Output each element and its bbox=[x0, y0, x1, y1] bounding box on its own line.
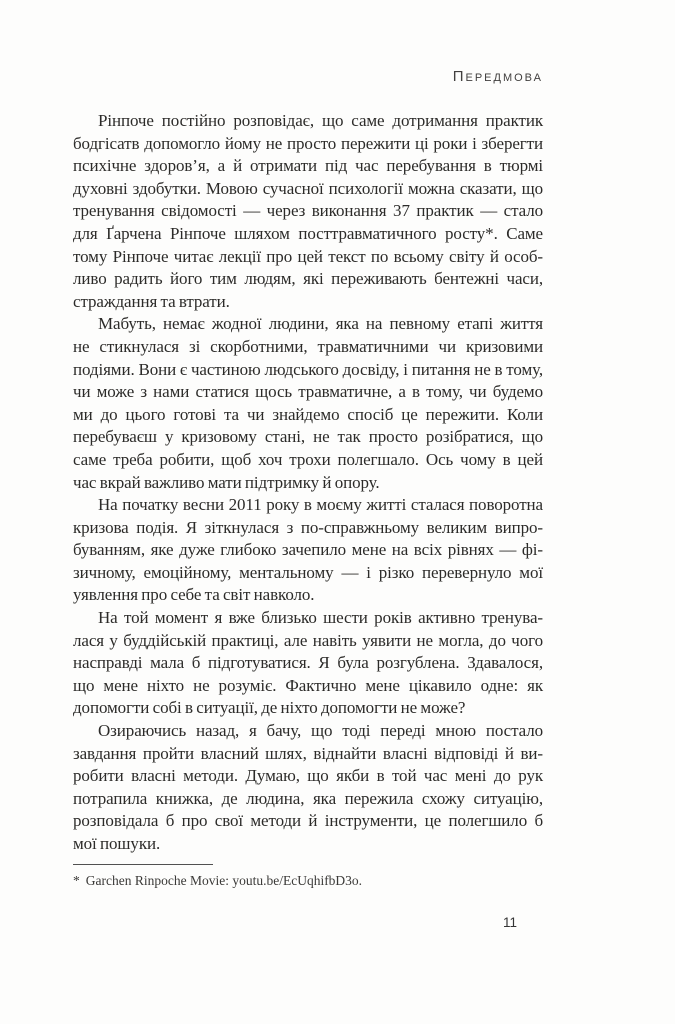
footnote-text: Garchen Rinpoche Movie: youtu.be/EcUqhifbD3o. bbox=[85, 873, 363, 888]
paragraph bbox=[73, 494, 543, 607]
footnote-rule bbox=[73, 864, 213, 865]
text-line: духовні здобутки. Мовою сучасної психології можна сказати, що bbox=[73, 178, 543, 198]
text-line: насправді мала б підготуватися. Я була розгублена. Здавалося, bbox=[73, 653, 543, 673]
footnote-line bbox=[73, 872, 543, 889]
text-line: страждання та втрати. bbox=[73, 291, 230, 311]
text-line: Рінпоче постійно розповідає, що саме дотримання практик bbox=[98, 111, 543, 130]
paragraph bbox=[73, 607, 543, 720]
text-line: Озираючись назад, я бачу, що тоді переді мною постало bbox=[98, 721, 543, 741]
text-line: психічне здоров’я, а й отримати під час перебування в тюрмі bbox=[73, 156, 543, 176]
text-line: кризова подія. Я зіткнулася з по-справжньому великим випро- bbox=[73, 517, 543, 537]
text-line: буванням, яке дуже глибоко зачепило мене на всіх рівнях — фі- bbox=[73, 540, 543, 560]
text-line: ливо радить його тим людям, які переживають бентежні часи, bbox=[73, 269, 543, 289]
text-line: На початку весни 2011 року в моєму житті сталася поворотна bbox=[98, 495, 543, 515]
footnote-marker: * bbox=[73, 873, 80, 888]
text-line: зичному, емоційному, ментальному — і різко перевернуло мої bbox=[73, 562, 543, 582]
paragraph bbox=[73, 720, 543, 856]
text-line: чи може з нами статися щось травматичне, а в тому, чи будемо bbox=[73, 382, 543, 402]
text-line: що мене ніхто не розуміє. Фактично мене цікавило одне: як bbox=[73, 675, 543, 695]
text-line: На той момент я вже близько шести років активно тренува- bbox=[98, 608, 543, 628]
paragraph bbox=[73, 313, 543, 494]
text-line: не стикнулася зі скорботними, травматичними чи кризовими bbox=[73, 336, 543, 356]
text-line: завдання пройти власний шлях, віднайти власні відповіді й ви- bbox=[73, 743, 543, 763]
text-line: тому Рінпоче читає лекції про цей текст по всьому світу й особ- bbox=[73, 246, 543, 266]
text-line: саме треба робити, щоб хоч трохи полегшало. Ось чому в цей bbox=[73, 449, 543, 469]
text-line: ми до цього готові та чи знайдемо спосіб це пережити. Коли bbox=[73, 404, 543, 424]
text-line: робити власні методи. Думаю, що якби в той час мені до рук bbox=[73, 766, 543, 786]
text-line: лася у буддійській практиці, але навіть уявити не могла, до чого bbox=[73, 630, 543, 650]
text-line: для Ґарчена Рінпоче шляхом посттравматичного росту*. Саме bbox=[73, 223, 543, 243]
text-line: мої пошуки. bbox=[73, 834, 161, 853]
text-line: допомогти собі в ситуації, де ніхто допомогти не може? bbox=[73, 698, 466, 718]
text-line: Мабуть, немає жодної людини, яка на певному етапі життя bbox=[98, 314, 543, 334]
running-header: Передмова bbox=[452, 68, 543, 85]
footnote bbox=[73, 864, 543, 889]
text-line: тренування свідомості — через виконання 37 практик — стало bbox=[73, 201, 543, 221]
text-line: час вкрай важливо мати підтримку й опору. bbox=[73, 472, 380, 492]
text-line: бодгісатв допомогло йому не просто пережити ці роки і зберегти bbox=[73, 133, 543, 153]
page-number: 11 bbox=[503, 915, 518, 930]
body-text bbox=[73, 110, 543, 856]
text-line: перебуваєш у кризовому стані, не так просто розібратися, що bbox=[73, 427, 543, 447]
text-line: подіями. Вони є частиною людського досвіду, і питання не в тому, bbox=[73, 359, 543, 379]
text-line: розповідала б про свої методи й інструменти, це полегшило б bbox=[73, 811, 543, 831]
text-line: потрапила книжка, де людина, яка пережила схожу ситуацію, bbox=[73, 788, 543, 808]
text-line: уявлення про себе та світ навколо. bbox=[73, 585, 315, 605]
paragraph bbox=[73, 110, 543, 313]
